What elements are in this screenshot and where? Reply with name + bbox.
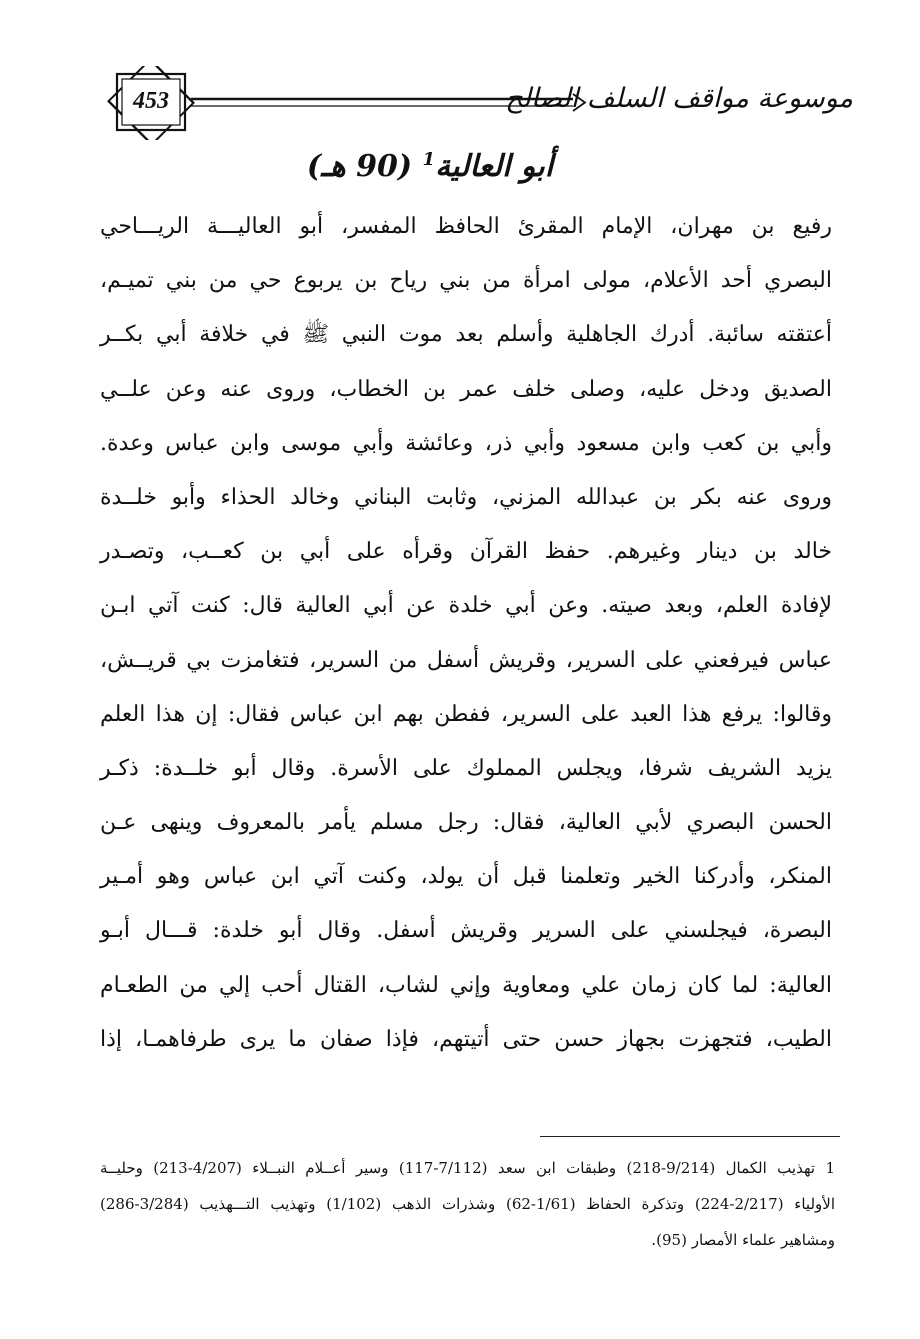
body-line: وأبي بن كعب وابن مسعود وأبي ذر، وعائشة وأبي موسى وابن عباس وعدة.: [100, 430, 832, 456]
body-line: عباس فيرفعني على السرير، وقريش أسفل من السرير، فتغامزت بي قريــش،: [100, 647, 832, 673]
body-line: رفيع بن مهران، الإمام المقرئ الحافظ المفسر، أبو العاليـــة الريـــاحي: [100, 214, 832, 239]
entry-title-name: أبو العالية: [435, 149, 554, 184]
body-line: المنكر، وأدركنا الخير وتعلمنا قبل أن يولد، وكنت آتي ابن عباس وهو أمـير: [100, 864, 832, 890]
body-line: أعتقته سائبة. أدرك الجاهلية وأسلم بعد موت النبي ﷺ في خلافة أبي بكــر: [100, 322, 832, 348]
body-line: الحسن البصري لأبي العالية، فقال: رجل مسلم يأمر بالمعروف وينهى عـن: [100, 810, 832, 836]
entry-title: [300, 135, 560, 185]
page-header: [95, 66, 855, 140]
body-line: وقالوا: يرفع هذا العبد على السرير، ففطن بهم ابن عباس فقال: إن هذا العلم: [100, 701, 832, 727]
body-line: الطيب، فتجهزت بجهاز حسن حتى أتيتهم، فإذا صفان ما يرى طرفاهمـا، إذا: [100, 1026, 832, 1052]
footnote-divider: [540, 1136, 840, 1137]
body-line: البصري أحد الأعلام، مولى امرأة من بني رياح بن يربوع حي من بني تميـم،: [100, 268, 832, 294]
body-line: الصديق ودخل عليه، وصلى خلف عمر بن الخطاب، وروى عنه وعن علــي: [100, 376, 832, 402]
body-line: وروى عنه بكر بن عبدالله المزني، وثابت البناني وخالد الحذاء وأبو خلــدة: [100, 484, 832, 510]
footnotes: [100, 1150, 835, 1258]
page-number: 453: [133, 88, 169, 114]
footnote-marker: 1: [422, 149, 436, 170]
entry-title-date: (90 هـ): [306, 149, 423, 184]
footnote-line: ومشاهير علماء الأمصار (95).: [651, 1231, 835, 1249]
body-text: [100, 200, 832, 1067]
running-title: موسوعة مواقف السلف الصالح: [505, 83, 853, 114]
body-line: البصرة، فيجلسني على السرير وقريش أسفل. وقال أبو خلدة: قـــال أبـو: [100, 918, 832, 944]
footnote-line: 1 تهذيب الكمال (9/214-218) وطبقات ابن سعد (7/112-117) وسير أعــلام النبــلاء (4/207-213) وحليــة: [100, 1159, 835, 1177]
body-line: العالية: لما كان زمان علي ومعاوية وإني لشاب، القتال أحب إلي من الطعـام: [100, 972, 832, 998]
body-line: لإفادة العلم، وبعد صيته. وعن أبي خلدة عن أبي العالية قال: كنت آتي ابـن: [100, 593, 832, 619]
footnote-line: الأولياء (2/217-224) وتذكرة الحفاظ (1/61-62) وشذرات الذهب (1/102) وتهذيب التـــهذيب (3/284-286): [100, 1195, 835, 1213]
body-line: يزيد الشريف شرفا، ويجلس المملوك على الأسرة. وقال أبو خلــدة: ذكـر: [100, 755, 832, 781]
body-line: خالد بن دينار وغيرهم. حفظ القرآن وقرأه على أبي بن كعــب، وتصـدر: [100, 539, 832, 565]
